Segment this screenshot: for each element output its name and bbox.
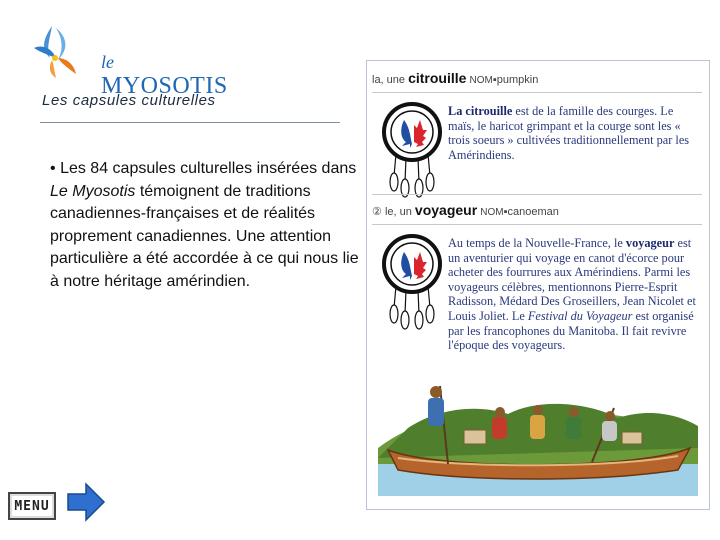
entry-pos: NOM bbox=[469, 75, 493, 86]
entry-article: le, un bbox=[384, 206, 412, 218]
desc-text: est de la famille des courges. Le maïs, le haricot grimpant et la courge sont les « trois soeurs » cultivées traditionnellement par les Amérindiens. bbox=[448, 104, 690, 162]
entry-word: voyageur bbox=[414, 202, 478, 218]
entry-word: citrouille bbox=[408, 70, 467, 86]
body-paragraph bbox=[50, 158, 360, 293]
entry-translation: pumpkin bbox=[496, 74, 539, 86]
entry-description-citrouille bbox=[448, 104, 698, 162]
entry-header-voyageur: ② le, un voyageur NOM▪canoeman bbox=[372, 202, 559, 218]
emblem-icon bbox=[380, 230, 444, 334]
body-text-part2: témoignent de traditions canadiennes-françaises et de réalités proprement canadiennes. Une attention particulière a été accordée à ce qui nous lie à notre héritage amérindien. bbox=[50, 182, 359, 290]
desc-bold: La citrouille bbox=[448, 104, 513, 118]
logo-name: MYOSOTIS bbox=[101, 73, 228, 99]
entry-translation: canoeman bbox=[507, 206, 559, 218]
desc-text: Au temps de la Nouvelle-France, le bbox=[448, 236, 623, 250]
entry-article: la, une bbox=[372, 74, 406, 86]
flower-logo-icon bbox=[22, 18, 82, 80]
title-divider bbox=[40, 122, 340, 123]
emblem-icon bbox=[380, 98, 444, 202]
entry-description-voyageur bbox=[448, 236, 698, 353]
logo-prefix: le bbox=[101, 52, 114, 72]
entry-number: ② bbox=[372, 206, 382, 218]
voyageur-canoe-illustration bbox=[378, 378, 698, 496]
body-text-part1: Les 84 capsules culturelles insérées dans bbox=[60, 160, 357, 177]
entry-pos: NOM bbox=[480, 207, 504, 218]
body-text-italic: Le Myosotis bbox=[50, 182, 136, 200]
bullet: • bbox=[50, 160, 56, 177]
next-arrow-icon[interactable] bbox=[66, 482, 106, 522]
menu-button[interactable]: MENU bbox=[8, 492, 56, 520]
entry-divider bbox=[372, 224, 702, 225]
desc-text: est organisé par les francophones du Manitoba. Il fait revivre l'époque des voyageurs. bbox=[448, 308, 694, 353]
entry-divider bbox=[372, 194, 702, 195]
entry-divider bbox=[372, 92, 702, 93]
entry-header-citrouille: la, une citrouille NOM▪pumpkin bbox=[372, 70, 539, 86]
myosotis-logo bbox=[22, 18, 232, 99]
desc-text: est un aventurier qui voyage en canot d'écorce pour acheter des fourrures aux Amérindiens. Parmi les voyageurs célèbres, mentionnons Pierre-Esprit Radisson, Médard Des Groseillers, Jean Nicolet et Louis Joliet. Le bbox=[448, 236, 696, 323]
section-title: Les capsules culturelles bbox=[42, 92, 216, 109]
desc-bold: voyageur bbox=[625, 236, 675, 250]
desc-italic: Festival du Voyageur bbox=[527, 308, 633, 323]
